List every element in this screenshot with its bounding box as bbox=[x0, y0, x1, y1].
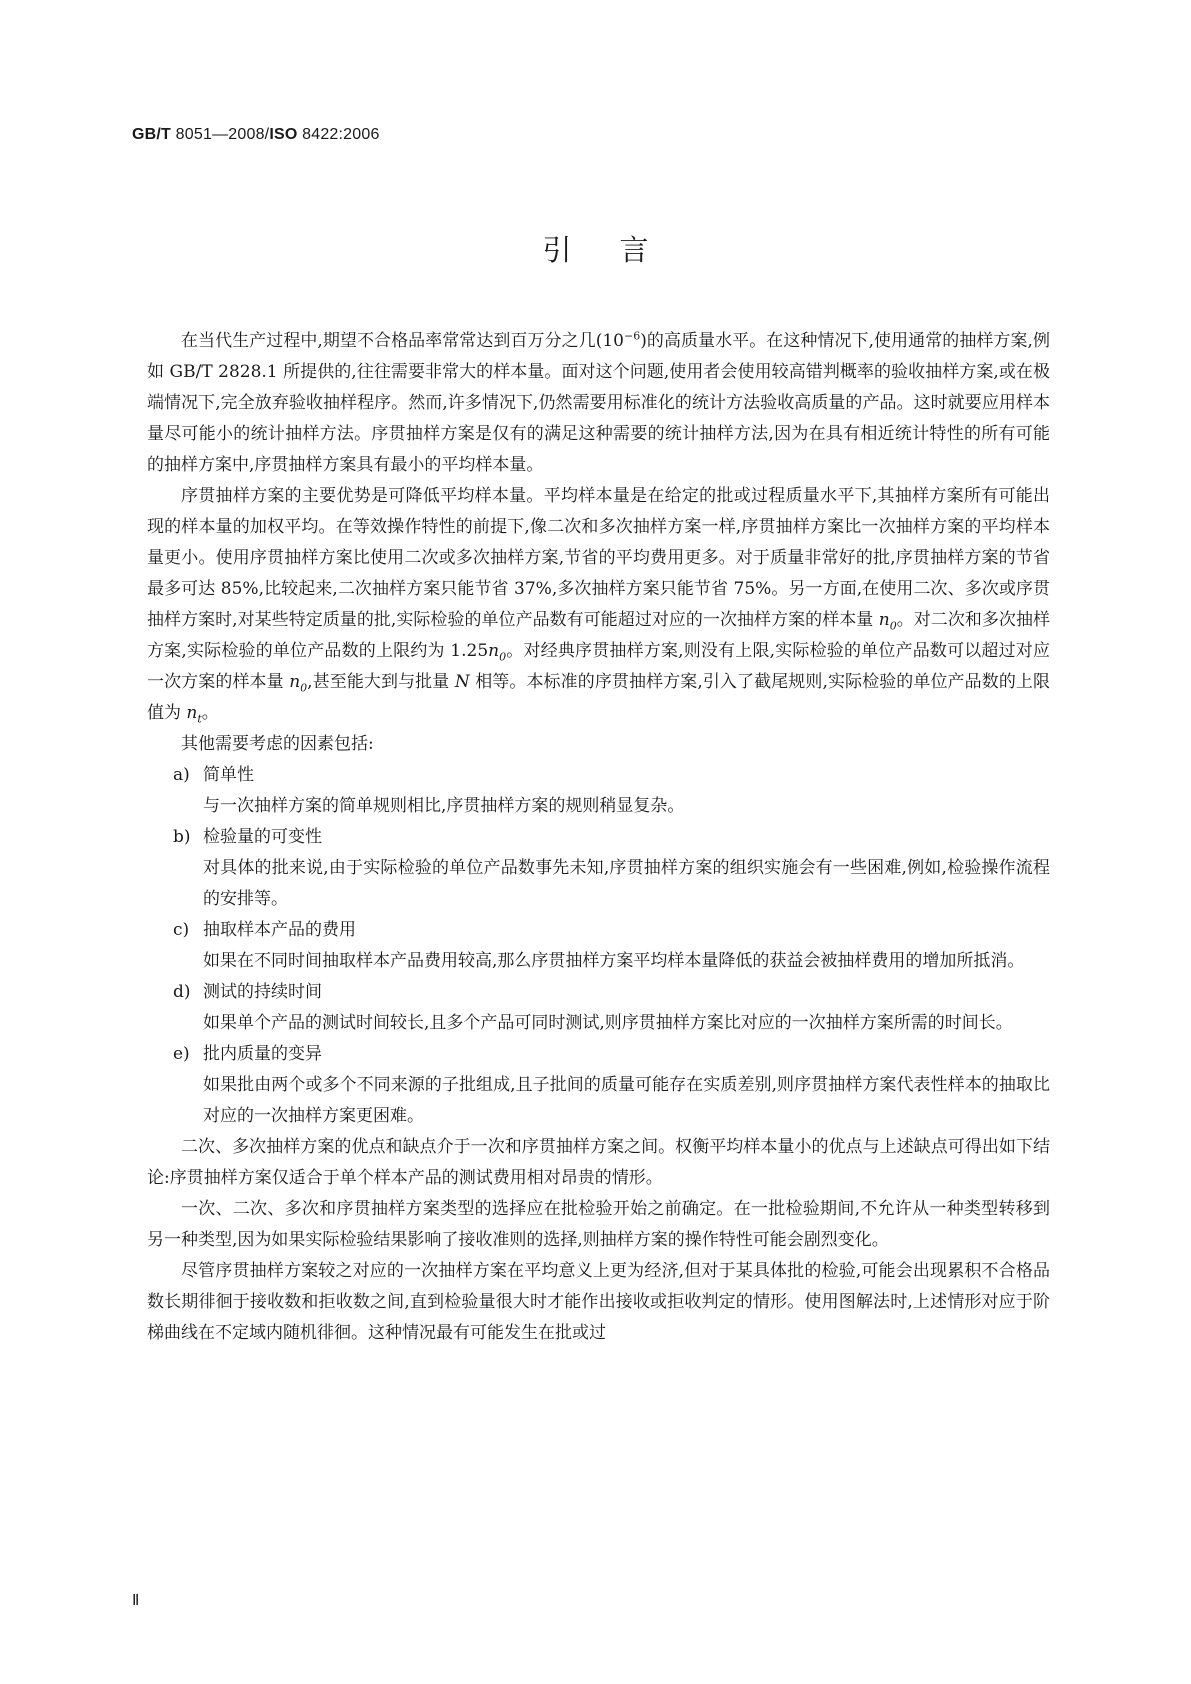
header-iso: ISO bbox=[269, 126, 298, 143]
symbol-n0: $n_0$ bbox=[488, 641, 507, 664]
paragraph-4: 二次、多次抽样方案的优点和缺点介于一次和序贯抽样方案之间。权衡平均样本量小的优点与上述缺点可得出如下结论:序贯抽样方案仅适合于单个样本产品的测试费用相对昂贵的情形。 bbox=[147, 1137, 1050, 1188]
exponent: −6 bbox=[624, 329, 641, 343]
list-item-d-head: d) 测试的持续时间 bbox=[147, 977, 1050, 1008]
header-gbt-number: 8051—2008/ bbox=[171, 126, 270, 143]
header-iso-number: 8422:2006 bbox=[297, 126, 380, 143]
list-item-b-desc: 对具体的批来说,由于实际检验的单位产品数事先未知,序贯抽样方案的组织实施会有一些困难,例如,检验操作流程的安排等。 bbox=[203, 858, 1050, 909]
document-header bbox=[132, 126, 380, 144]
page-number: Ⅱ bbox=[132, 1592, 140, 1609]
paragraph-2: 序贯抽样方案的主要优势是可降低平均样本量。平均样本量是在给定的批或过程质量水平下,其抽样方案所有可能出现的样本量的加权平均。在等效操作特性的前提下,像二次和多次抽样方案一样,序贯抽样方案比一次抽样方案的平均样本量更小。使用序贯抽样方案比使用二次或多次抽样方案,节省的平均费用更多。对于质量非常好的批,序贯抽样方案的节省最多可达 85%,比较起来,二次抽样方案只能节省 37%,多次抽样方案只能节省 75%。另一方面,在使用二次、多次或序贯抽样方案时,对某些特定质量的批,实际检验的单位产品数有可能超过对应的一次抽样方案的样本量 $n_0$。对二次和多次抽样方案,实际检验的单位产品数的上限约为 $1.25n_0$。对经典序贯抽样方案,则没有上限,实际检验的单位产品数可以超过对应一次方案的样本量 $n_0$,甚至能大到与批量 N 相等。本标准的序贯抽样方案,引入了截尾规则,实际检验的单位产品数的上限值为 $n_t$。 bbox=[147, 486, 1050, 726]
list-item-b-head: b) 检验量的可变性 bbox=[147, 822, 1050, 853]
list-item-a-head: a) 简单性 bbox=[147, 760, 1050, 791]
list-marker: b) bbox=[173, 827, 191, 847]
symbol-nt: $n_t$ bbox=[186, 703, 202, 726]
paragraph-5: 一次、二次、多次和序贯抽样方案类型的选择应在批检验开始之前确定。在一批检验期间,不允许从一种类型转移到另一种类型,因为如果实际检验结果影响了接收准则的选择,则抽样方案的操作特性可能会剧烈变化。 bbox=[147, 1199, 1050, 1250]
list-item-e-head: e) 批内质量的变异 bbox=[147, 1039, 1050, 1070]
list-marker: d) bbox=[173, 982, 191, 1002]
factor-list bbox=[147, 760, 1050, 1132]
page-title: 引言 bbox=[542, 233, 697, 267]
symbol-n0: $n_0$ bbox=[878, 610, 897, 633]
symbol-n0: $n_0$ bbox=[289, 672, 308, 695]
list-item-a-desc: 与一次抽样方案的简单规则相比,序贯抽样方案的规则稍显复杂。 bbox=[203, 796, 685, 816]
list-marker: e) bbox=[173, 1044, 190, 1064]
header-gbt: GB/T bbox=[132, 126, 172, 143]
paragraph-3: 其他需要考虑的因素包括: bbox=[181, 734, 374, 754]
list-marker: a) bbox=[173, 765, 190, 785]
list-item-e-desc: 如果批由两个或多个不同来源的子批组成,且子批间的质量可能存在实质差别,则序贯抽样方案代表性样本的抽取比对应的一次抽样方案更困难。 bbox=[203, 1075, 1050, 1126]
list-item-c-desc: 如果在不同时间抽取样本产品费用较高,那么序贯抽样方案平均样本量降低的获益会被抽样费用的增加所抵消。 bbox=[203, 951, 1025, 971]
list-marker: c) bbox=[173, 920, 190, 940]
paragraph-1: 在当代生产过程中,期望不合格品率常常达到百万分之几$(10^{-6})$的高质量水平。在这种情况下,使用通常的抽样方案,例如 GB/T 2828.1 所提供的,往往需要非常大的样本量。面对这个问题,使用者会使用较高错判概率的验收抽样方案,或在极端情况下,完全放弃验收抽样程序。然而,许多情况下,仍然需要用标准化的统计方法验收高质量的产品。这时就要应用样本量尽可能小的统计抽样方法。序贯抽样方案是仅有的满足这种需要的统计抽样方法,因为在具有相近统计特性的所有可能的抽样方案中,序贯抽样方案具有最小的平均样本量。 bbox=[147, 329, 1050, 475]
list-item-c-head: c) 抽取样本产品的费用 bbox=[147, 915, 1050, 946]
paragraph-6: 尽管序贯抽样方案较之对应的一次抽样方案在平均意义上更为经济,但对于某具体批的检验,可能会出现累积不合格品数长期徘徊于接收数和拒收数之间,直到检验量很大时才能作出接收或拒收判定的情形。使用图解法时,上述情形对应于阶梯曲线在不定域内随机徘徊。这种情况最有可能发生在批或过 bbox=[147, 1261, 1050, 1343]
body-text bbox=[147, 326, 1050, 1349]
symbol-N: N bbox=[454, 672, 470, 692]
list-item-d-desc: 如果单个产品的测试时间较长,且多个产品可同时测试,则序贯抽样方案比对应的一次抽样方案所需的时间长。 bbox=[203, 1013, 1013, 1033]
